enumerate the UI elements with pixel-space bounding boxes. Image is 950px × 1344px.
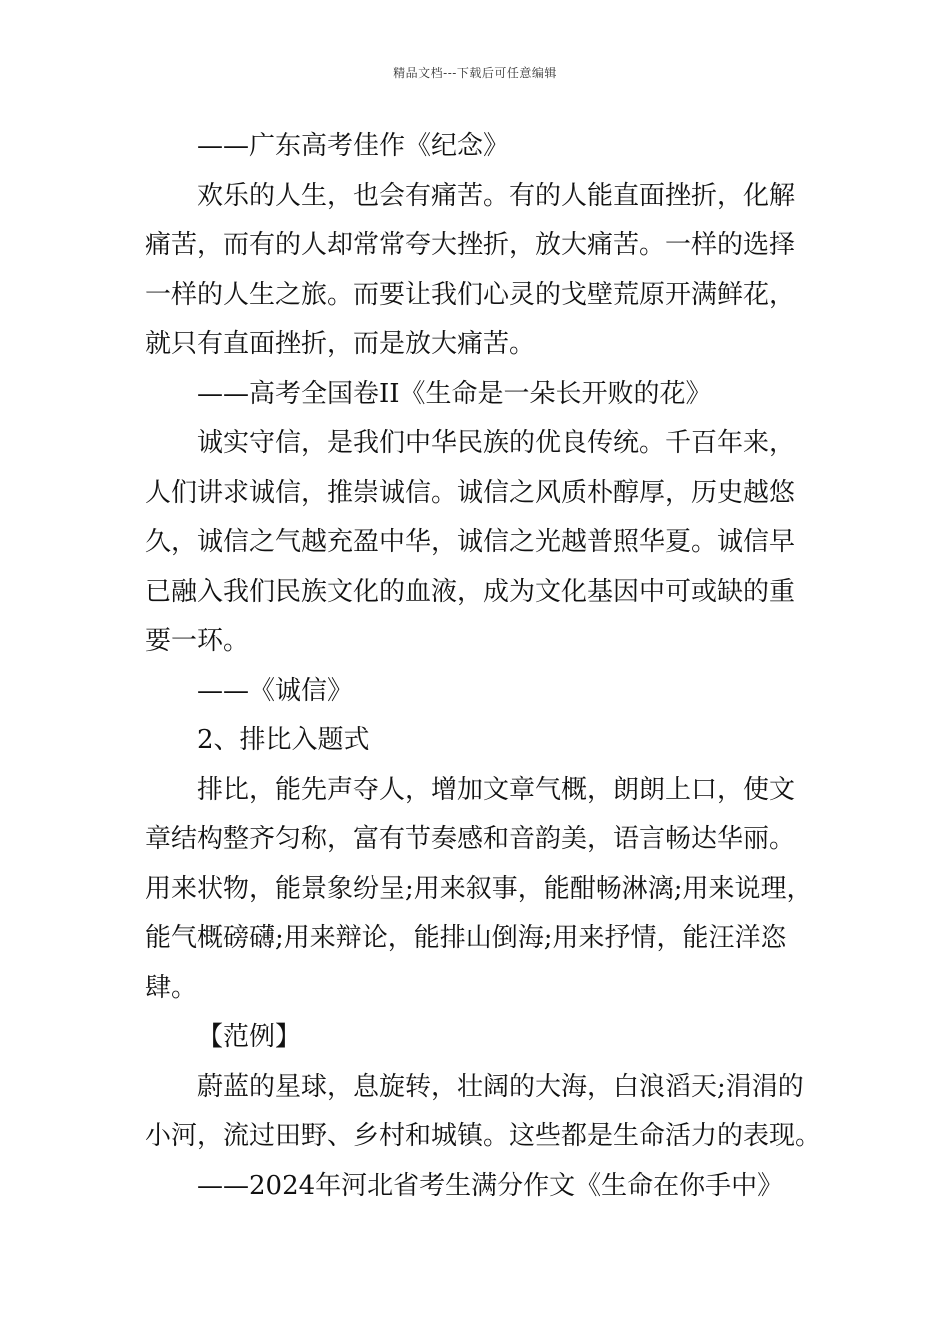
paragraph-line: 肆。: [145, 972, 198, 1003]
paragraph-line: 欢乐的人生，也会有痛苦。有的人能直面挫折，化解: [197, 180, 796, 211]
citation-line: ——高考全国卷II《生命是一朵长开败的花》: [197, 378, 712, 409]
paragraph-line: 要一环。: [145, 626, 250, 656]
paragraph-line: 蔚蓝的星球，息旋转，壮阔的大海，白浪滔天;涓涓的: [197, 1071, 804, 1102]
citation-line: ——2024年河北省考生满分作文《生命在你手中》: [197, 1170, 784, 1201]
page-header: 精品文档---下载后可任意编辑: [393, 66, 557, 80]
example-label: 【范例】: [197, 1022, 302, 1052]
paragraph-line: 久，诚信之气越充盈中华，诚信之光越普照华夏。诚信早: [145, 527, 796, 557]
document-body: [145, 122, 825, 1211]
citation-line: ——广东高考佳作《纪念》: [197, 131, 510, 161]
paragraph-line: 人们讲求诚信，推崇诚信。诚信之风质朴醇厚，历史越悠: [145, 477, 796, 508]
paragraph-line: 痛苦，而有的人却常常夸大挫折，放大痛苦。一样的选择: [145, 230, 796, 260]
paragraph-line: 排比，能先声夺人，增加文章气概，朗朗上口，使文: [197, 774, 796, 805]
paragraph-line: 章结构整齐匀称，富有节奏感和音韵美，语言畅达华丽。: [145, 824, 796, 854]
section-heading: 2、排比入题式: [197, 725, 370, 755]
paragraph-line: 已融入我们民族文化的血液，成为文化基因中可或缺的重: [145, 576, 796, 607]
paragraph-line: 一样的人生之旅。而要让我们心灵的戈壁荒原开满鲜花，: [145, 279, 796, 310]
paragraph-line: 诚实守信，是我们中华民族的优良传统。千百年来，: [197, 428, 796, 458]
citation-line: ——《诚信》: [197, 675, 354, 706]
paragraph-line: 用来状物，能景象纷呈;用来叙事，能酣畅淋漓;用来说理，: [145, 873, 813, 904]
paragraph-line: 小河，流过田野、乡村和城镇。这些都是生命活力的表现。: [145, 1121, 822, 1151]
paragraph-line: 就只有直面挫折，而是放大痛苦。: [145, 329, 536, 359]
paragraph-line: 能气概磅礴;用来辩论，能排山倒海;用来抒情，能汪洋恣: [145, 923, 787, 953]
